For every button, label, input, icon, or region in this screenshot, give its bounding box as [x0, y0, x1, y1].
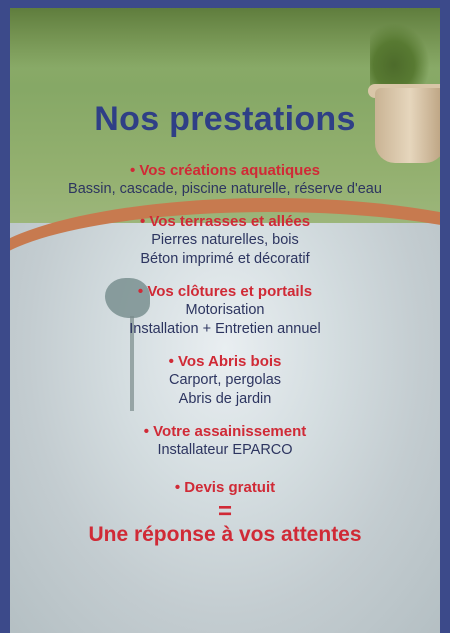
- slogan: [10, 523, 440, 547]
- free-estimate-text: • Devis gratuit: [174, 479, 276, 496]
- section-line: Motorisation: [185, 302, 265, 318]
- equals-sign: [10, 500, 440, 524]
- section-terraces: [10, 212, 440, 269]
- section-aquatic: [10, 161, 440, 199]
- section-heading: • Vos clôtures et portails: [137, 283, 313, 300]
- section-fences: [10, 282, 440, 339]
- plant-foliage: [370, 23, 430, 93]
- section-line: Bassin, cascade, piscine naturelle, réserve d'eau: [68, 181, 382, 197]
- section-heading: • Vos terrasses et allées: [139, 213, 311, 230]
- section-heading: • Vos Abris bois: [168, 353, 282, 370]
- section-line: Carport, pergolas: [168, 372, 282, 388]
- section-line: Installateur EPARCO: [157, 442, 293, 458]
- section-line: Béton imprimé et décoratif: [140, 251, 310, 267]
- section-heading: • Vos créations aquatiques: [129, 162, 321, 179]
- section-sanitation: [10, 422, 440, 460]
- section-wood-shelters: [10, 352, 440, 409]
- equals-text: =: [217, 498, 232, 525]
- slogan-text: Une réponse à vos attentes: [88, 523, 362, 546]
- free-estimate: [10, 478, 440, 497]
- section-heading: • Votre assainissement: [143, 423, 307, 440]
- section-line: Abris de jardin: [178, 391, 272, 407]
- section-line: Pierres naturelles, bois: [151, 232, 299, 248]
- page-title: Nos prestations: [94, 100, 356, 138]
- section-line: Installation + Entretien annuel: [129, 321, 321, 337]
